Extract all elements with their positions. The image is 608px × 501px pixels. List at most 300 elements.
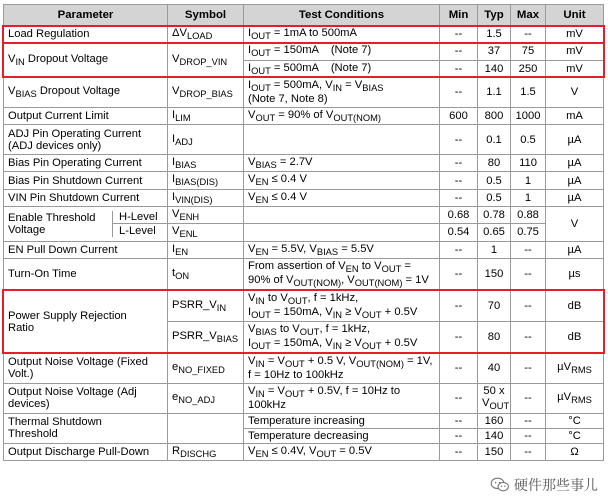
typ-cell: 1.1 (478, 77, 511, 107)
cond-rest: = 1mA to 500mA (270, 27, 357, 39)
cond-rest: to V (276, 323, 300, 336)
cond-sub: EN (255, 195, 269, 206)
cond-text: V (248, 156, 256, 169)
min-cell: -- (440, 290, 478, 322)
symbol-cell (168, 77, 244, 107)
cond-sub: IN (332, 341, 343, 352)
row-adj-current (4, 125, 604, 155)
typ-cell: 40 (478, 353, 511, 383)
unit-cell: µs (546, 258, 604, 290)
param-line2: (ADJ devices only) (8, 139, 102, 152)
param-text: Load Regulation (8, 28, 90, 41)
cond-rest: = 500mA, V (270, 79, 333, 92)
symbol-sub: ENH (179, 212, 200, 223)
cond-sub: OUT (287, 295, 308, 306)
min-cell: -- (440, 26, 478, 43)
cond-sub: OUT (255, 113, 276, 124)
typ-cell: 70 (478, 290, 511, 322)
symbol-cell (168, 241, 244, 258)
param-text: Output Noise Voltage (Adj (8, 386, 137, 399)
typ-cell: 80 (478, 155, 511, 172)
condition-cell (244, 383, 440, 413)
cond-sub: OUT (381, 264, 402, 275)
typ-cell: 800 (478, 107, 511, 124)
symbol-sub: NO_ADJ (178, 395, 216, 406)
cond-sub: EN (255, 449, 269, 460)
cond-rest: , f = 1kHz, (319, 323, 371, 336)
cond-text: From assertion of V (248, 259, 346, 272)
cond-line2: 90% of V (248, 274, 294, 287)
cond-rest: to V (264, 291, 288, 304)
param-text: ADJ Pin Operating Current (8, 127, 142, 140)
condition-cell (244, 77, 440, 107)
unit-cell: dB (546, 322, 604, 354)
symbol-cell (168, 322, 244, 354)
cond-text: V (248, 108, 256, 121)
param-line2: devices) (8, 398, 50, 411)
condition-cell (244, 43, 440, 60)
typ-sub: OUT (489, 401, 510, 412)
row-load-regulation (4, 26, 604, 43)
unit-cell: µA (546, 172, 604, 189)
unit-cell: mA (546, 107, 604, 124)
typ-cell: 0.1 (478, 125, 511, 155)
cond-sub: OUT (251, 83, 271, 94)
param-cell: Bias Pin Operating Current (4, 155, 168, 172)
param-line2: Volt.) (8, 368, 34, 381)
typ-cell: 37 (478, 43, 511, 60)
min-cell: -- (440, 172, 478, 189)
param-cell (4, 290, 168, 353)
row-bias-current (4, 155, 604, 172)
row-noise-adj (4, 383, 604, 413)
min-cell: -- (440, 413, 478, 428)
condition-cell (244, 224, 440, 241)
cond-sub: OUT (251, 31, 271, 42)
cond-sub: OUT (361, 310, 382, 321)
cond-rest: = 90% of V (275, 108, 334, 121)
cond-rest: = 2.7V (276, 156, 313, 169)
typ-cell: 140 (478, 428, 511, 443)
max-cell: 250 (511, 60, 546, 77)
param-line2: Threshold (8, 428, 58, 441)
electrical-characteristics-table (3, 4, 604, 461)
cond-text: V (248, 444, 256, 457)
cond-sub: EN (255, 177, 269, 188)
cond-rest: ≤ 0.4 V (268, 173, 307, 186)
param-text: V (8, 85, 16, 98)
symbol-text: e (172, 361, 179, 374)
enable-threshold-label (4, 211, 113, 237)
cond-sub: IN (255, 359, 265, 370)
param-sub: IN (15, 57, 25, 68)
symbol-text: I (172, 132, 176, 145)
unit-cell: Ω (546, 443, 604, 460)
max-cell: -- (511, 241, 546, 258)
symbol-cell (168, 383, 244, 413)
max-cell: 0.88 (511, 207, 546, 224)
typ-cell: 0.5 (478, 172, 511, 189)
row-thermal-increasing (4, 413, 604, 428)
min-cell: -- (440, 428, 478, 443)
max-cell: -- (511, 322, 546, 354)
cond-sub: OUT (316, 449, 337, 460)
cond-sub: IN (255, 295, 265, 306)
cond-sub: OUT(NOM) (354, 278, 403, 289)
param-rest: Dropout Voltage (24, 52, 109, 65)
typ-cell: 0.78 (478, 207, 511, 224)
param-cell: Bias Pin Shutdown Current (4, 172, 168, 189)
cond-sub: OUT (251, 65, 271, 76)
unit-text: µV (557, 391, 572, 404)
symbol-sub: ENL (179, 229, 198, 240)
cond-rest: + 0.5V (381, 337, 418, 350)
symbol-sub: DROP_VIN (179, 57, 228, 68)
condition-cell (244, 322, 440, 354)
cond-text: V (248, 323, 256, 336)
cond-sub: EN (255, 246, 269, 257)
row-vin-shutdown (4, 189, 604, 206)
cond-sub: OUT(NOM) (333, 113, 381, 124)
cond-rest: = 1V (402, 274, 429, 287)
typ-cell: 160 (478, 413, 511, 428)
header-typ: Typ (478, 5, 511, 26)
condition-cell: Temperature increasing (244, 413, 440, 428)
typ-cell: 0.5 (478, 189, 511, 206)
symbol-cell (168, 207, 244, 224)
cond-text: V (248, 242, 256, 255)
unit-cell: µA (546, 155, 604, 172)
typ-cell: 80 (478, 322, 511, 354)
cond-line2: I (248, 337, 252, 350)
symbol-text: PSRR_V (172, 330, 217, 343)
cond-sub: BIAS (316, 246, 339, 257)
cond-text: I (248, 44, 252, 57)
max-cell: 0.5 (511, 125, 546, 155)
level-l-label: L-Level (119, 224, 156, 237)
cond-text: V (248, 355, 256, 368)
cond-line2: (Note 7, Note 8) (248, 93, 328, 106)
symbol-sub: IN (216, 302, 227, 313)
cond-rest: = 150mA, V (270, 305, 333, 318)
min-cell: -- (440, 322, 478, 354)
symbol-cell (168, 107, 244, 124)
cond-sub: OUT (251, 48, 271, 59)
condition-cell (244, 207, 440, 224)
condition-cell (244, 172, 440, 189)
condition-cell (244, 26, 440, 43)
condition-cell (244, 60, 440, 77)
unit-cell: dB (546, 290, 604, 322)
typ-line2: V (482, 397, 490, 410)
condition-cell (244, 290, 440, 322)
cond-sub: OUT (299, 327, 320, 338)
param-cell (4, 413, 168, 443)
cond-rest: = 5.5V (338, 242, 374, 255)
symbol-cell (168, 353, 244, 383)
unit-cell: µA (546, 241, 604, 258)
param-cell: Turn-On Time (4, 258, 168, 290)
typ-cell: 0.65 (478, 224, 511, 241)
cond-rest: ≥ V (342, 337, 362, 350)
max-cell: 110 (511, 155, 546, 172)
cond-rest: = V (342, 79, 363, 92)
condition-cell (244, 353, 440, 383)
min-cell: -- (440, 383, 478, 413)
condition-cell (244, 107, 440, 124)
condition-cell (244, 189, 440, 206)
min-cell: -- (440, 189, 478, 206)
header-row (4, 5, 604, 26)
symbol-sub: BIAS(DIS) (175, 177, 219, 188)
symbol-cell (168, 43, 244, 78)
row-bias-shutdown (4, 172, 604, 189)
symbol-text: I (172, 108, 176, 121)
cond-line2: I (248, 305, 252, 318)
unit-cell: mV (546, 60, 604, 77)
unit-cell: °C (546, 428, 604, 443)
symbol-cell (168, 413, 244, 443)
symbol-cell (168, 290, 244, 322)
symbol-cell (168, 224, 244, 241)
unit-text: µV (557, 361, 572, 374)
unit-cell: mV (546, 26, 604, 43)
cond-sub: IN (332, 310, 343, 321)
symbol-sub: EN (175, 246, 189, 257)
cond-rest: = 500mA (Note 7) (270, 61, 372, 74)
cond-sub: IN (255, 389, 265, 400)
symbol-text: V (172, 52, 180, 65)
symbol-cell (168, 189, 244, 206)
cond-text: I (248, 27, 252, 39)
cond-sub: BIAS (255, 327, 277, 338)
cond-rest: to V (358, 259, 382, 272)
param-cell: EN Pull Down Current (4, 241, 168, 258)
max-cell: -- (511, 290, 546, 322)
min-cell: -- (440, 60, 478, 77)
max-cell: -- (511, 443, 546, 460)
cond-text: I (248, 61, 252, 74)
param-cell (4, 383, 168, 413)
row-current-limit (4, 107, 604, 124)
typ-cell: 140 (478, 60, 511, 77)
min-cell: -- (440, 125, 478, 155)
symbol-text: R (172, 444, 181, 457)
typ-cell: 150 (478, 443, 511, 460)
symbol-text: V (172, 225, 180, 238)
param-cell (4, 125, 168, 155)
cond-sub: OUT (285, 389, 305, 400)
symbol-text: V (172, 85, 180, 98)
max-cell: -- (511, 258, 546, 290)
unit-cell: mV (546, 43, 604, 60)
param-cell (4, 26, 168, 43)
param-cell: Output Current Limit (4, 107, 168, 124)
cond-text: V (248, 291, 256, 304)
header-unit: Unit (546, 5, 604, 26)
max-cell: -- (511, 383, 546, 413)
max-cell: 1000 (511, 107, 546, 124)
symbol-text: I (172, 190, 176, 203)
cond-text: I (248, 79, 252, 92)
cond-sub: OUT (361, 341, 382, 352)
max-cell: 0.75 (511, 224, 546, 241)
row-en-pulldown (4, 241, 604, 258)
param-text: Output Noise Voltage (Fixed (8, 356, 148, 369)
symbol-sub: LIM (175, 113, 191, 124)
typ-cell: 150 (478, 258, 511, 290)
min-cell: 600 (440, 107, 478, 124)
min-cell: -- (440, 258, 478, 290)
cond-rest: = 1V, (403, 355, 433, 368)
symbol-text: I (172, 173, 176, 186)
cond-sub: BIAS (362, 83, 384, 94)
cond-sub: OUT (285, 359, 305, 370)
param-line2: Ratio (8, 321, 35, 334)
cond-sub: OUT(NOM) (293, 278, 342, 289)
condition-cell (244, 155, 440, 172)
min-cell: -- (440, 241, 478, 258)
watermark-text: 硬件那些事儿 (514, 477, 598, 493)
min-cell: -- (440, 77, 478, 107)
header-symbol: Symbol (168, 5, 244, 26)
typ-line1: 50 x (483, 385, 505, 398)
cond-line2: f = 10Hz to 100kHz (248, 369, 344, 382)
unit-sub: RMS (571, 365, 592, 376)
cond-rest: = 150mA (Note 7) (270, 44, 372, 57)
cond-rest: + 0.5V, f = 10Hz to (304, 385, 401, 398)
symbol-text: V (172, 208, 180, 221)
max-cell: 1 (511, 172, 546, 189)
unit-cell: V (546, 77, 604, 107)
max-cell: 1.5 (511, 77, 546, 107)
cond-rest: = (401, 259, 411, 272)
condition-cell (244, 443, 440, 460)
max-cell: 75 (511, 43, 546, 60)
symbol-text: I (172, 242, 176, 255)
min-cell: -- (440, 443, 478, 460)
symbol-cell (168, 155, 244, 172)
cond-sub: OUT (251, 341, 271, 352)
cond-rest: , f = 1kHz, (307, 291, 359, 304)
header-max: Max (511, 5, 546, 26)
max-cell: -- (511, 353, 546, 383)
param-cell (4, 207, 168, 242)
param-text: Enable Threshold (8, 211, 96, 224)
row-psrr-vin (4, 290, 604, 322)
cond-rest: + 0.5 V, V (304, 355, 357, 368)
symbol-sub: LOAD (186, 31, 213, 42)
unit-cell: °C (546, 413, 604, 428)
symbol-sub: DROP_BIAS (179, 89, 233, 100)
cond-sub: OUT(NOM) (356, 359, 404, 370)
symbol-cell (168, 26, 244, 43)
condition-cell: Temperature decreasing (244, 428, 440, 443)
cond-text: V (248, 190, 256, 203)
header-parameter: Parameter (4, 5, 168, 26)
cond-rest: + 0.5V (381, 305, 418, 318)
symbol-sub: VIN(DIS) (175, 195, 213, 206)
cond-sub: OUT (251, 310, 271, 321)
unit-cell (546, 353, 604, 383)
min-cell: -- (440, 155, 478, 172)
param-cell (4, 353, 168, 383)
cond-sub: BIAS (255, 160, 277, 171)
condition-cell (244, 258, 440, 290)
condition-cell (244, 241, 440, 258)
row-vbias-dropout (4, 77, 604, 107)
symbol-sub: ON (175, 271, 190, 282)
symbol-cell (168, 125, 244, 155)
symbol-sub: DISCHG (180, 449, 217, 460)
param-rest: Dropout Voltage (36, 85, 121, 98)
unit-sub: RMS (571, 395, 592, 406)
unit-cell: V (546, 207, 604, 242)
symbol-text: PSRR_V (172, 298, 217, 311)
symbol-cell (168, 258, 244, 290)
row-discharge (4, 443, 604, 460)
unit-cell: µA (546, 125, 604, 155)
cond-text: V (248, 385, 256, 398)
header-test-conditions: Test Conditions (244, 5, 440, 26)
cond-rest: ≤ 0.4V, V (268, 444, 317, 457)
symbol-text: t (172, 267, 176, 280)
cond-sub: EN (345, 264, 359, 275)
param-cell (4, 43, 168, 78)
symbol-sub: BIAS (175, 160, 197, 171)
symbol-sub: ADJ (175, 136, 193, 147)
param-text: Power Supply Rejection (8, 309, 127, 322)
wechat-icon (490, 477, 510, 493)
cond-rest: = 150mA, V (270, 337, 333, 350)
unit-cell (546, 383, 604, 413)
condition-cell (244, 125, 440, 155)
cond-line2: 100kHz (248, 399, 286, 412)
symbol-text: ΔV (172, 27, 187, 39)
symbol-sub: BIAS (216, 334, 239, 345)
cond-rest: = V (264, 385, 286, 398)
typ-cell: 1.5 (478, 26, 511, 43)
typ-cell (478, 383, 511, 413)
param-cell: VIN Pin Shutdown Current (4, 189, 168, 206)
row-enable-threshold-h (4, 207, 604, 224)
cond-rest: ≥ V (342, 305, 362, 318)
symbol-cell (168, 443, 244, 460)
cond-rest: = 0.5V (336, 444, 372, 457)
max-cell: -- (511, 26, 546, 43)
row-vin-dropout-1 (4, 43, 604, 60)
level-h-label: H-Level (113, 211, 167, 225)
min-cell: 0.68 (440, 207, 478, 224)
row-turn-on (4, 258, 604, 290)
max-cell: 1 (511, 189, 546, 206)
cond-rest: ≤ 0.4 V (268, 190, 307, 203)
param-line2: Voltage (8, 223, 46, 236)
min-cell: 0.54 (440, 224, 478, 241)
typ-cell: 1 (478, 241, 511, 258)
min-cell: -- (440, 353, 478, 383)
symbol-cell (168, 172, 244, 189)
param-cell: Output Discharge Pull-Down (4, 443, 168, 460)
symbol-text: I (172, 156, 176, 169)
cond-text: V (248, 173, 256, 186)
cond-rest: = 5.5V, V (268, 242, 317, 255)
max-cell: -- (511, 428, 546, 443)
param-text: Thermal Shutdown (8, 416, 102, 429)
cond-rest: = V (264, 355, 286, 368)
min-cell: -- (440, 43, 478, 60)
cond-rest: , V (341, 274, 355, 287)
